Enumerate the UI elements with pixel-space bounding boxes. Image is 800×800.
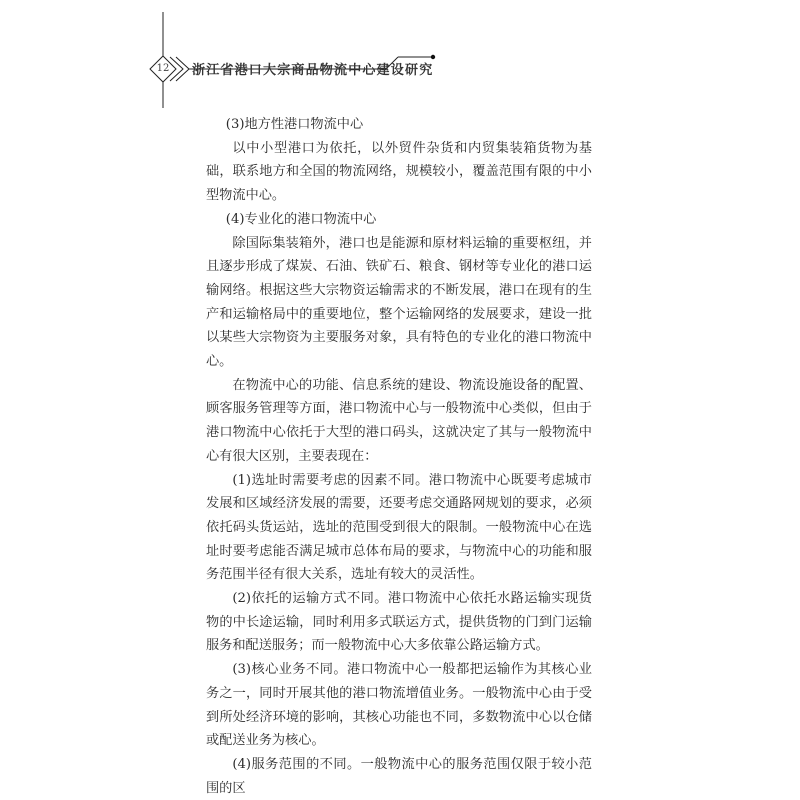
paragraph: 除国际集装箱外，港口也是能源和原材料运输的重要枢纽，并且逐步形成了煤炭、石油、铁矿石、粮食、钢材等专业化的港口运输网络。根据这些大宗物资运输需求的不断发展，港口在现有的生产和运输格局中的重要地位，整个运输网络的发展要求，建设一批以某些大宗物资为主要服务对象，具有特色的专业化的港口物流中心。: [206, 235, 592, 370]
header-ornament-icon: [0, 0, 800, 110]
paragraph: (3)核心业务不同。港口物流中心一般都把运输作为其核心业务之一，同时开展其他的港口物流增值业务。一般物流中心由于受到所处经济环境的影响，其核心功能也不同，多数物流中心以仓储或配送业务为核心。: [206, 662, 592, 749]
running-title: 浙江省港口大宗商品物流中心建设研究: [192, 63, 434, 78]
paragraph: (1)选址时需要考虑的因素不同。港口物流中心既要考虑城市发展和区域经济发展的需要，还要考虑交通路网规划的要求，必须依托码头货运站，选址的范围受到很大的限制。一般物流中心在选址时要考虑能否满足城市总体布局的要求，与物流中心的功能和服务范围半径有很大关系，选址有较大的灵活性。: [206, 472, 592, 583]
paragraph: 以中小型港口为依托，以外贸件杂货和内贸集装箱货物为基础，联系地方和全国的物流网络，规模较小，覆盖范围有限的中小型物流中心。: [206, 140, 592, 204]
paragraph: (2)依托的运输方式不同。港口物流中心依托水路运输实现货物的中长途运输，同时利用多式联运方式，提供货物的门到门运输服务和配送服务；而一般物流中心大多依靠公路运输方式。: [206, 591, 592, 654]
section-heading: (3)地方性港口物流中心: [225, 117, 364, 132]
section-heading: (4)专业化的港口物流中心: [225, 211, 377, 227]
paragraph: (4)服务范围的不同。一般物流中心的服务范围仅限于较小范围的区: [206, 756, 592, 796]
paragraph: 在物流中心的功能、信息系统的建设、物流设施设备的配置、顾客服务管理等方面，港口物流中心与一般物流中心类似，但由于港口物流中心依托于大型的港口码头，这就决定了其与一般物流中心有很大区别，主要表现在：: [206, 377, 592, 464]
body-text: [206, 113, 592, 800]
page-header: [0, 0, 800, 110]
page-number: 12: [156, 63, 170, 74]
